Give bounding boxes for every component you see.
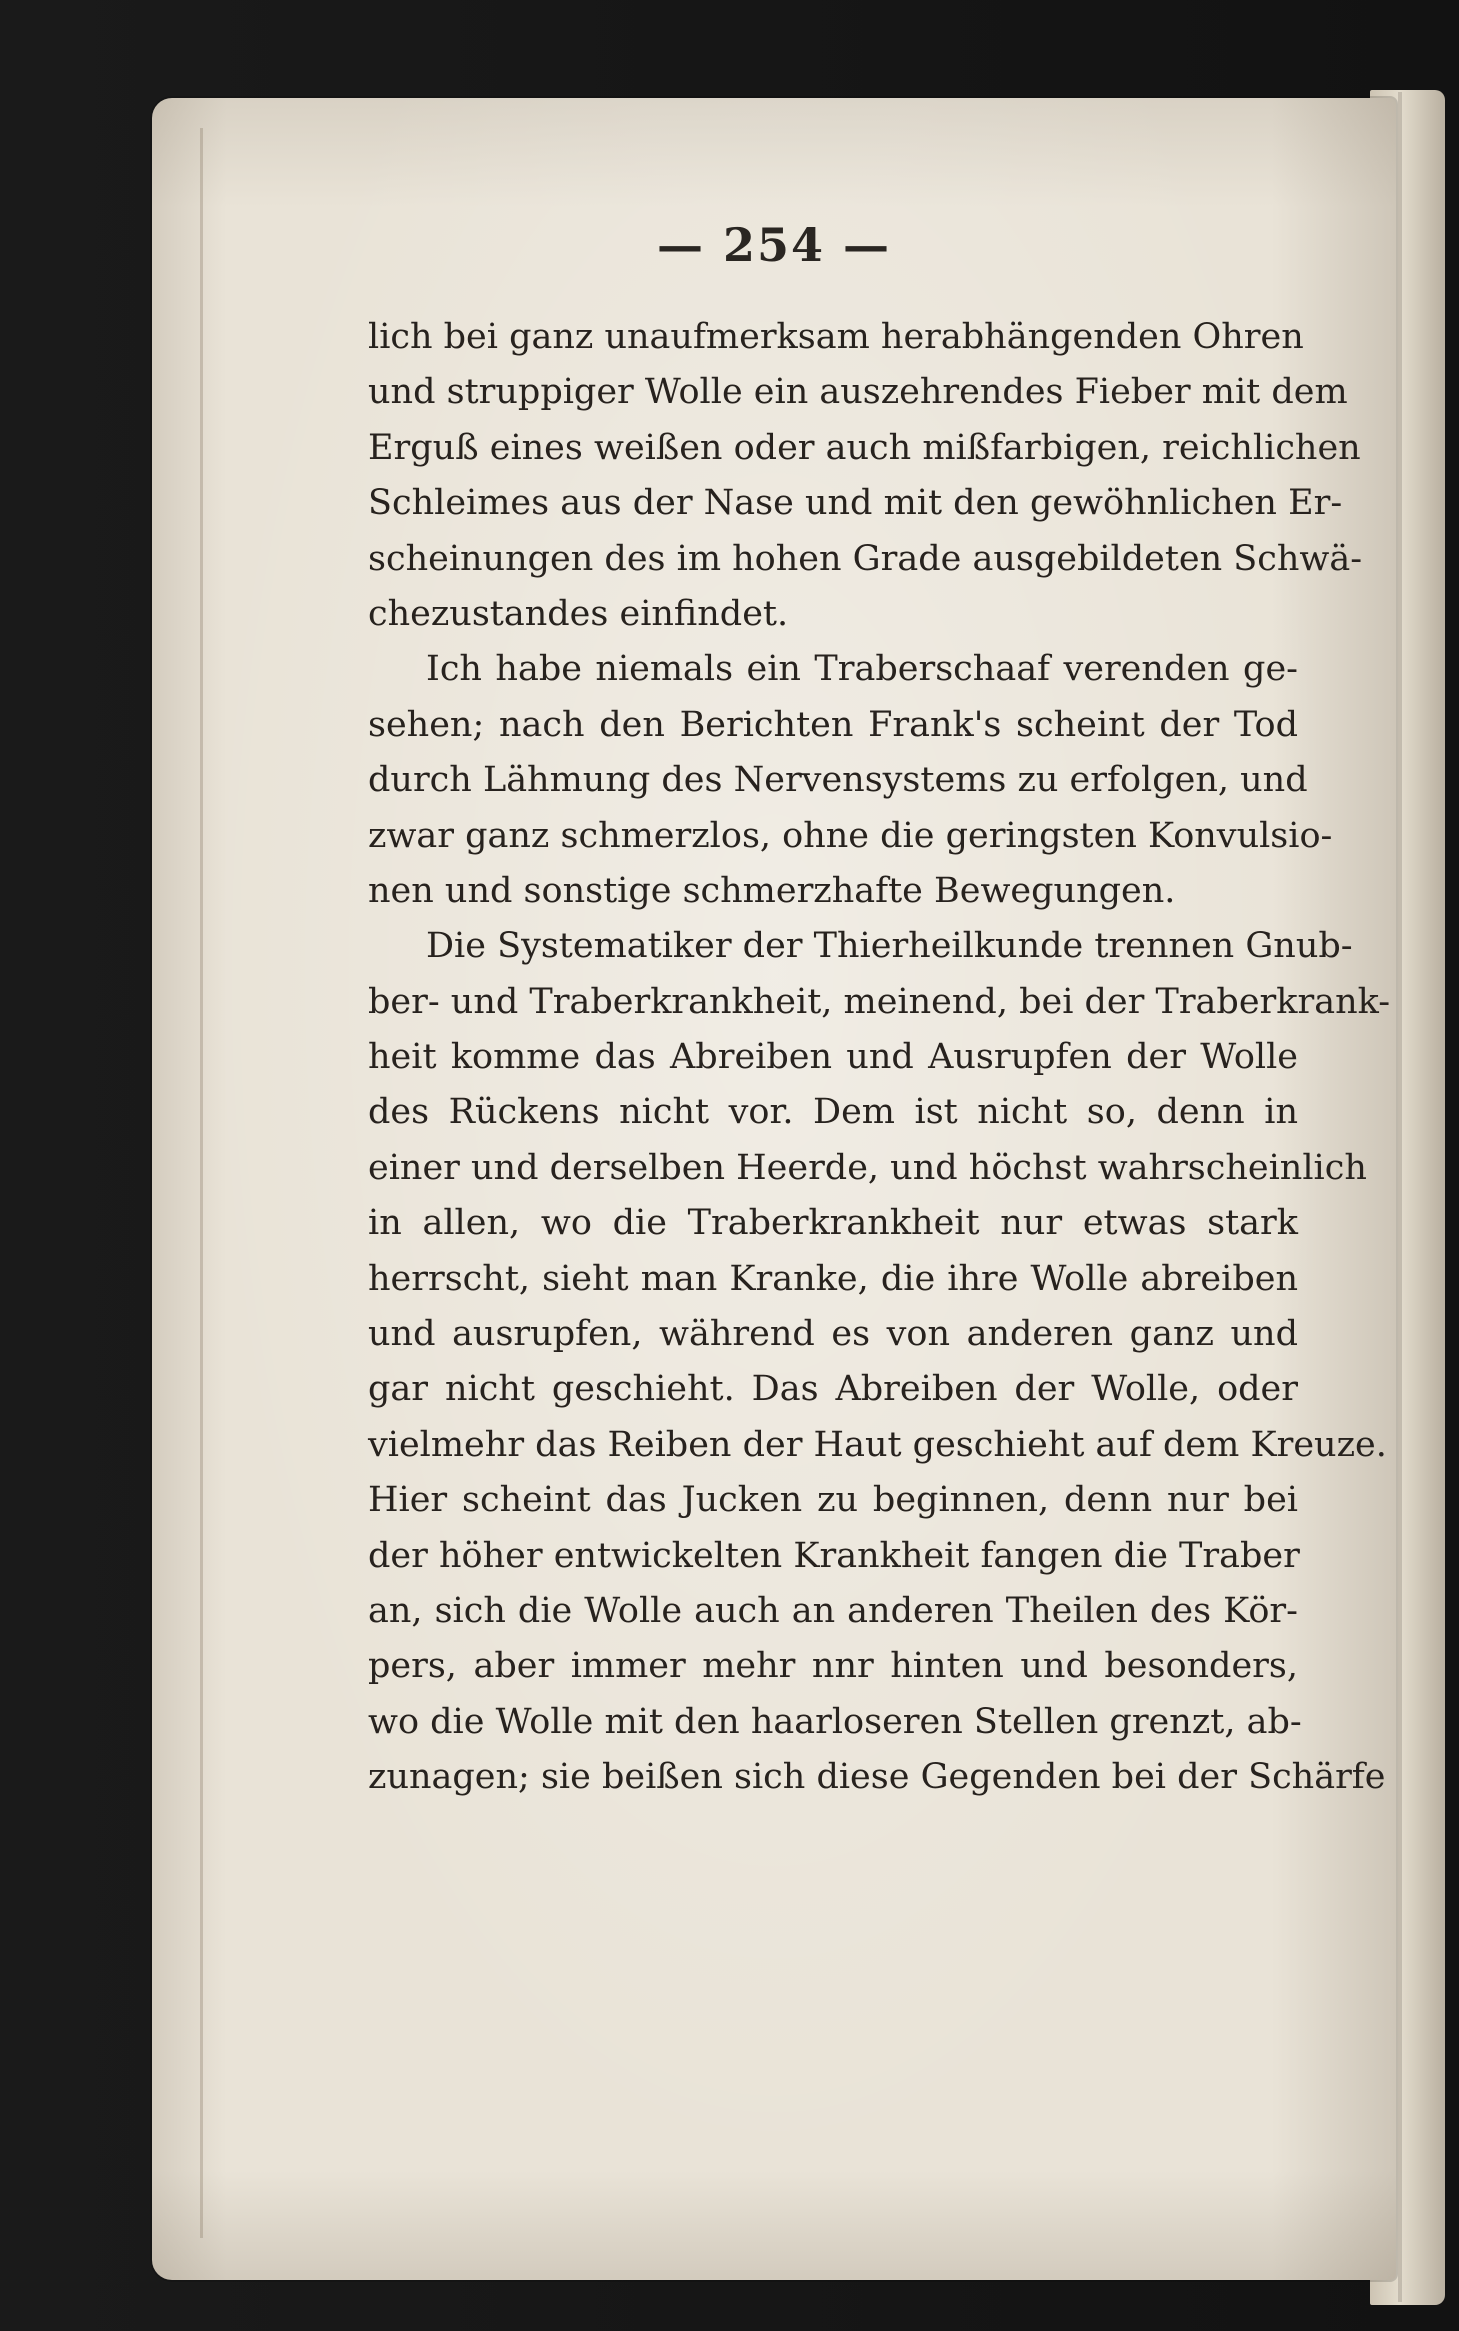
text-line: zunagen; sie beißen sich diese Gegenden bei der Schärfe — [368, 1757, 1386, 1798]
text-line: scheinungen des im hohen Grade ausgebildeten Schwä- — [368, 538, 1363, 579]
page-number: — 254 — — [656, 218, 892, 272]
book-page — [152, 98, 1396, 2280]
text-line: und ausrupfen, während es von anderen ganz und — [368, 1314, 1298, 1355]
text-line: an, sich die Wolle auch an anderen Theilen des Kör- — [368, 1590, 1298, 1631]
text-line: Hier scheint das Jucken zu beginnen, denn nur bei — [368, 1480, 1298, 1521]
text-line: Ich habe niemals ein Traberschaaf verenden ge- — [426, 649, 1298, 690]
text-line: Erguß eines weißen oder auch mißfarbigen, reichlichen — [368, 427, 1361, 468]
body-text — [368, 310, 1391, 1806]
text-line: Die Systematiker der Thierheilkunde trennen Gnub- — [426, 926, 1353, 967]
page-edge-shadow — [1398, 92, 1402, 2302]
text-line: chezustandes einfindet. — [368, 593, 789, 634]
text-line: und struppiger Wolle ein auszehrendes Fieber mit dem — [368, 372, 1348, 413]
text-line: vielmehr das Reiben der Haut geschieht auf dem Kreuze. — [368, 1424, 1387, 1465]
text-line: pers, aber immer mehr nnr hinten und besonders, — [368, 1646, 1298, 1687]
text-line: ber- und Traberkrankheit, meinend, bei der Traberkrank- — [368, 981, 1391, 1022]
text-line: wo die Wolle mit den haarloseren Stellen grenzt, ab- — [368, 1701, 1302, 1742]
text-line: nen und sonstige schmerzhafte Bewegungen. — [368, 870, 1176, 911]
text-line: herrscht, sieht man Kranke, die ihre Wolle abreiben — [368, 1258, 1298, 1299]
text-line: gar nicht geschieht. Das Abreiben der Wolle, oder — [368, 1369, 1298, 1410]
text-line: heit komme das Abreiben und Ausrupfen der Wolle — [368, 1037, 1298, 1078]
text-line: der höher entwickelten Krankheit fangen die Traber — [368, 1535, 1300, 1576]
text-line: zwar ganz schmerzlos, ohne die geringsten Konvulsio- — [368, 815, 1333, 856]
text-line: durch Lähmung des Nervensystems zu erfolgen, und — [368, 760, 1308, 801]
text-line: lich bei ganz unaufmerksam herabhängenden Ohren — [368, 317, 1304, 357]
text-line: des Rückens nicht vor. Dem ist nicht so, denn in — [368, 1092, 1298, 1133]
text-line: in allen, wo die Traberkrankheit nur etwas stark — [368, 1203, 1298, 1244]
text-line: sehen; nach den Berichten Frank's scheint der Tod — [368, 704, 1298, 745]
text-line: Schleimes aus der Nase und mit den gewöhnlichen Er- — [368, 483, 1343, 524]
text-line: einer und derselben Heerde, und höchst wahrscheinlich — [368, 1147, 1367, 1188]
gutter-line — [200, 128, 203, 2238]
